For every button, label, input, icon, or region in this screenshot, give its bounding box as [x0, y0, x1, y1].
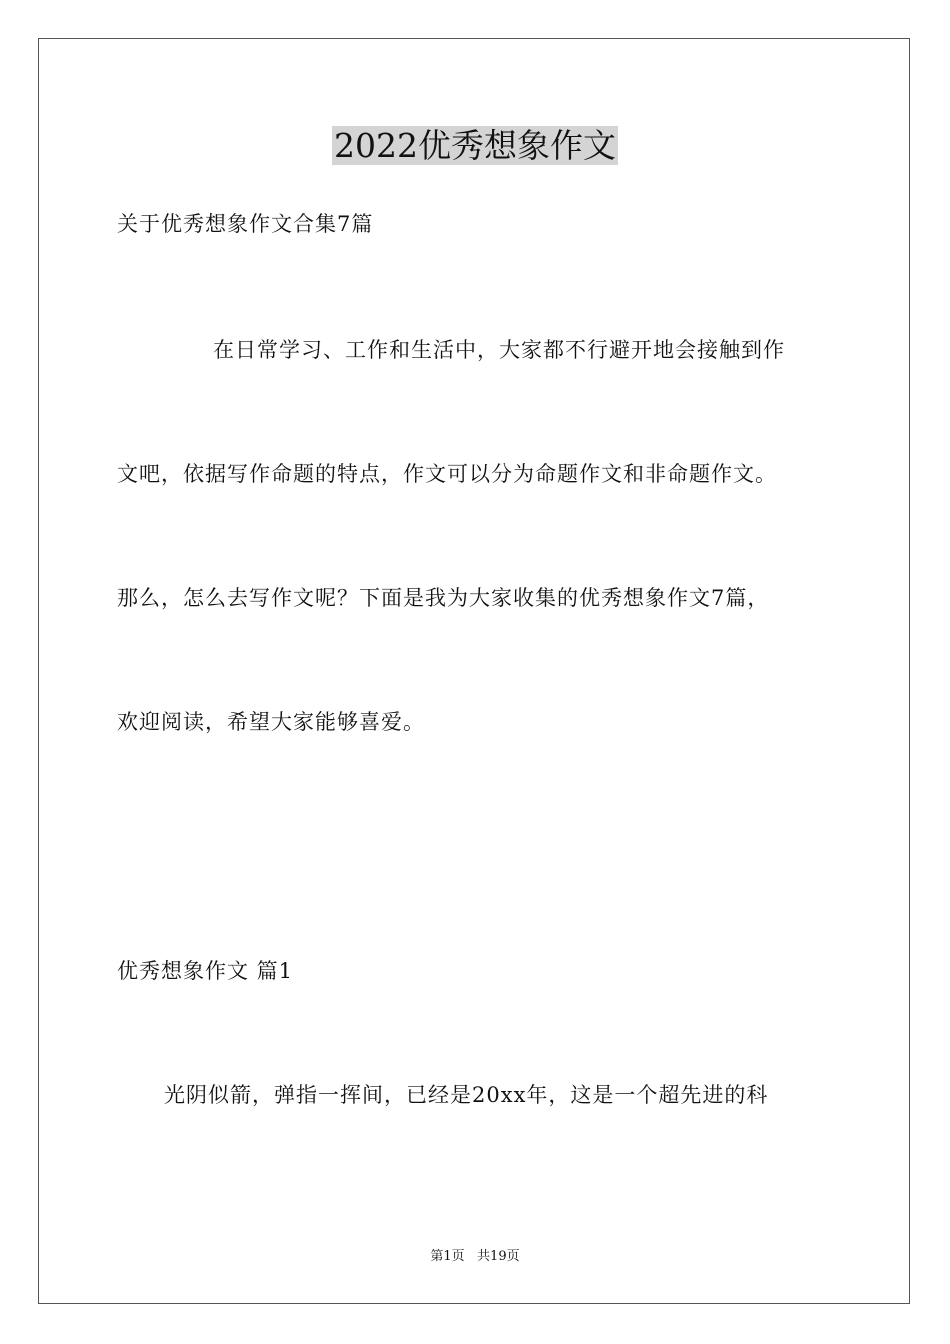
document-subtitle: 关于优秀想象作文合集7篇 [117, 212, 374, 236]
section-heading: 优秀想象作文 篇1 [117, 959, 294, 983]
intro-paragraph-line: 那么，怎么去写作文呢？下面是我为大家收集的优秀想象作文7篇， [117, 586, 770, 610]
document-title: 2022优秀想象作文 [334, 126, 616, 165]
body-paragraph-line: 光阴似箭，弹指一挥间，已经是20xx年，这是一个超先进的科 [164, 1083, 769, 1107]
document-title-container [0, 124, 950, 168]
intro-paragraph-line: 文吧，依据写作命题的特点，作文可以分为命题作文和非命题作文。 [117, 462, 777, 486]
intro-paragraph-line: 在日常学习、工作和生活中，大家都不行避开地会接触到作 [213, 338, 785, 362]
intro-paragraph-line: 欢迎阅读，希望大家能够喜爱。 [117, 710, 425, 734]
page-footer: 第1页 共19页 [430, 1249, 520, 1264]
